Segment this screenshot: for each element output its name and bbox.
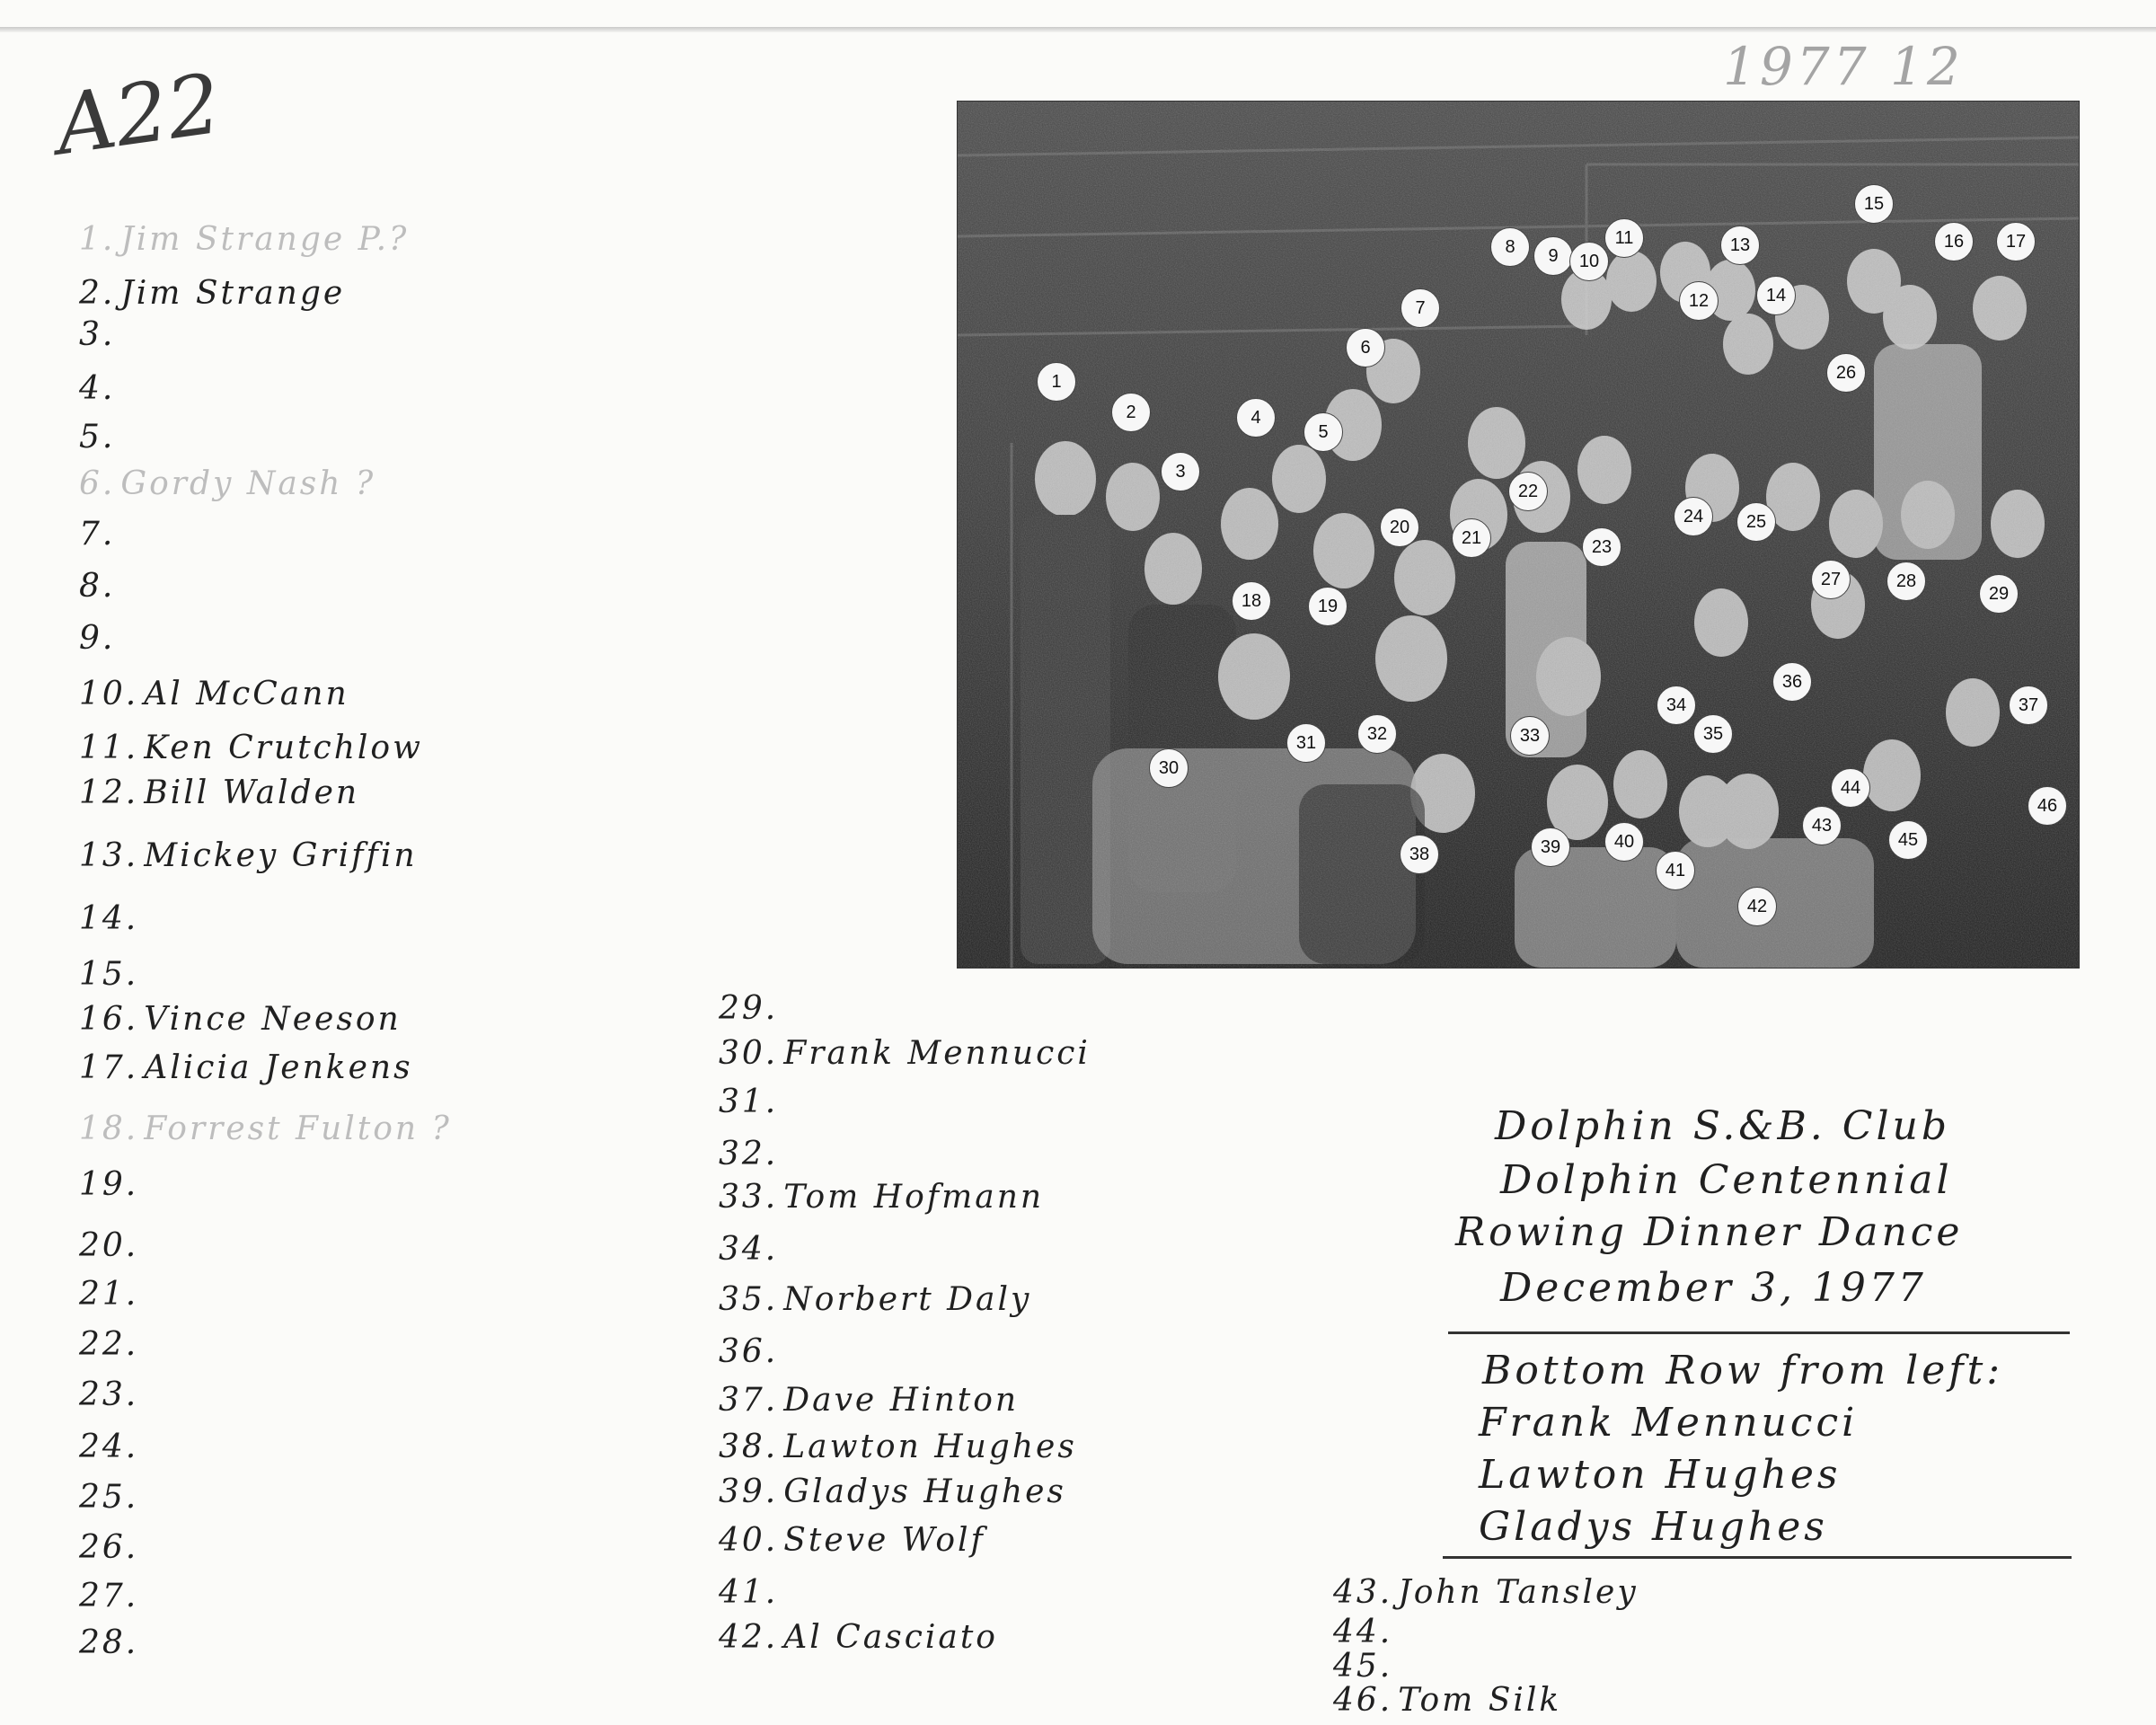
roster-entry: 29. <box>719 990 779 1027</box>
roster-entry: 4. <box>79 370 116 407</box>
photo-tag: 16 <box>1934 222 1974 261</box>
photo-tag: 31 <box>1286 723 1326 763</box>
photo-tag: 9 <box>1533 236 1573 276</box>
caption-line: December 3, 1977 <box>1500 1265 1927 1311</box>
roster-entry: 31. <box>719 1084 779 1120</box>
roster-entry: 35. Norbert Daly <box>719 1281 1032 1318</box>
photo-tag: 45 <box>1888 820 1928 860</box>
roster-entry: 45. <box>1333 1648 1393 1685</box>
caption-line: Rowing Dinner Dance <box>1455 1209 1964 1255</box>
photo-tag: 14 <box>1756 276 1796 315</box>
bottom-row-name: Frank Mennucci <box>1479 1400 1859 1446</box>
roster-entry: 25. <box>79 1479 139 1516</box>
photo-tag: 20 <box>1380 508 1419 547</box>
caption-line: Dolphin Centennial <box>1500 1157 1953 1203</box>
photo-tag: 11 <box>1604 218 1644 258</box>
roster-entry: 36. <box>719 1333 779 1370</box>
photo-tag: 10 <box>1569 242 1609 281</box>
roster-entry: 33. Tom Hofmann <box>719 1179 1045 1216</box>
roster-entry: 20. <box>79 1227 139 1264</box>
photo-tag: 46 <box>2028 786 2067 826</box>
roster-entry: 18. Forrest Fulton ? <box>79 1110 452 1147</box>
photo-tag: 29 <box>1979 574 2019 614</box>
photo-tag: 32 <box>1357 714 1397 754</box>
caption-divider <box>1443 1556 2072 1559</box>
roster-entry: 8. <box>79 568 116 605</box>
photo-tag: 40 <box>1604 822 1644 862</box>
roster-entry: 17. Alicia Jenkens <box>79 1049 413 1086</box>
photo-tag: 21 <box>1452 518 1491 558</box>
roster-entry: 6. Gordy Nash ? <box>79 465 376 502</box>
photo-tag: 23 <box>1582 527 1621 567</box>
photo-tag: 13 <box>1720 226 1760 265</box>
roster-entry: 21. <box>79 1276 139 1313</box>
photo-tag: 33 <box>1510 716 1550 756</box>
roster-entry: 24. <box>79 1429 139 1465</box>
roster-entry: 37. Dave Hinton <box>719 1382 1020 1419</box>
photo-tag: 6 <box>1346 328 1385 367</box>
bottom-row-name: Gladys Hughes <box>1479 1504 1828 1550</box>
photo-tag: 36 <box>1772 662 1812 702</box>
roster-entry: 39. Gladys Hughes <box>719 1473 1066 1510</box>
roster-entry: 28. <box>79 1624 139 1661</box>
photo-tag: 18 <box>1232 581 1271 621</box>
roster-entry: 5. <box>79 419 116 456</box>
roster-entry: 16. Vince Neeson <box>79 1001 402 1038</box>
caption-line: Dolphin S.&B. Club <box>1495 1103 1951 1149</box>
roster-entry: 23. <box>79 1376 139 1413</box>
paper-top-edge <box>0 27 2156 32</box>
roster-entry: 7. <box>79 516 116 553</box>
roster-entry: 38. Lawton Hughes <box>719 1429 1077 1465</box>
roster-entry: 44. <box>1333 1614 1393 1650</box>
photo-tag: 35 <box>1693 714 1733 754</box>
roster-entry: 19. <box>79 1166 139 1203</box>
photo-tag: 27 <box>1811 560 1851 599</box>
bottom-row-heading: Bottom Row from left: <box>1482 1348 2004 1393</box>
photo-tag: 41 <box>1656 851 1695 890</box>
photo-tag: 38 <box>1400 835 1439 874</box>
photo-tag: 19 <box>1308 587 1348 626</box>
roster-entry: 9. <box>79 620 116 657</box>
roster-entry: 22. <box>79 1326 139 1363</box>
photo-tag: 39 <box>1531 827 1570 867</box>
roster-entry: 15. <box>79 956 139 993</box>
roster-entry: 2. Jim Strange <box>79 275 346 312</box>
roster-entry: 32. <box>719 1136 779 1172</box>
roster-entry: 13. Mickey Griffin <box>79 837 418 874</box>
photo-tag: 4 <box>1236 398 1276 438</box>
photo-tag: 12 <box>1679 281 1719 321</box>
photo-tag: 44 <box>1831 768 1870 808</box>
roster-entry: 10. Al McCann <box>79 676 349 712</box>
roster-entry: 26. <box>79 1529 139 1566</box>
photo-tag: 7 <box>1401 288 1440 328</box>
photo-tag: 2 <box>1111 393 1151 432</box>
roster-entry: 14. <box>79 900 139 937</box>
photo-tag: 24 <box>1674 497 1713 536</box>
photo-tag: 42 <box>1737 887 1777 926</box>
roster-entry: 43. John Tansley <box>1333 1574 1639 1611</box>
photo-tag: 3 <box>1161 452 1200 491</box>
photo-tag: 22 <box>1508 472 1548 511</box>
roster-entry: 42. Al Casciato <box>719 1619 998 1656</box>
page-mark-year: 1977 12 <box>1723 36 1964 97</box>
roster-entry: 40. Steve Wolf <box>719 1522 985 1559</box>
photo-tag: 25 <box>1736 502 1776 542</box>
photo-tag: 1 <box>1037 362 1076 402</box>
caption-divider <box>1448 1331 2070 1334</box>
roster-entry: 3. <box>79 316 116 353</box>
roster-entry: 41. <box>719 1574 779 1611</box>
photo-tag: 30 <box>1149 748 1188 788</box>
roster-entry: 12. Bill Walden <box>79 774 360 811</box>
roster-entry: 30. Frank Mennucci <box>719 1035 1091 1072</box>
group-photo <box>957 101 2080 969</box>
photo-tag: 17 <box>1996 222 2036 261</box>
photo-tag: 15 <box>1854 184 1894 224</box>
roster-entry: 34. <box>719 1231 779 1268</box>
page-mark-a22: A22 <box>49 55 226 174</box>
photo-tag: 28 <box>1886 562 1926 601</box>
photo-tag: 26 <box>1826 353 1866 393</box>
roster-entry: 46. Tom Silk <box>1333 1682 1562 1719</box>
roster-entry: 11. Ken Crutchlow <box>79 730 423 766</box>
photo-tag: 8 <box>1490 227 1530 267</box>
photo-tag: 43 <box>1802 806 1842 845</box>
bottom-row-name: Lawton Hughes <box>1479 1452 1842 1498</box>
roster-entry: 27. <box>79 1578 139 1614</box>
photo-tag: 34 <box>1657 686 1696 725</box>
photo-tag: 5 <box>1303 412 1343 452</box>
roster-entry: 1. Jim Strange P.? <box>79 221 410 258</box>
photo-tag: 37 <box>2009 686 2048 725</box>
